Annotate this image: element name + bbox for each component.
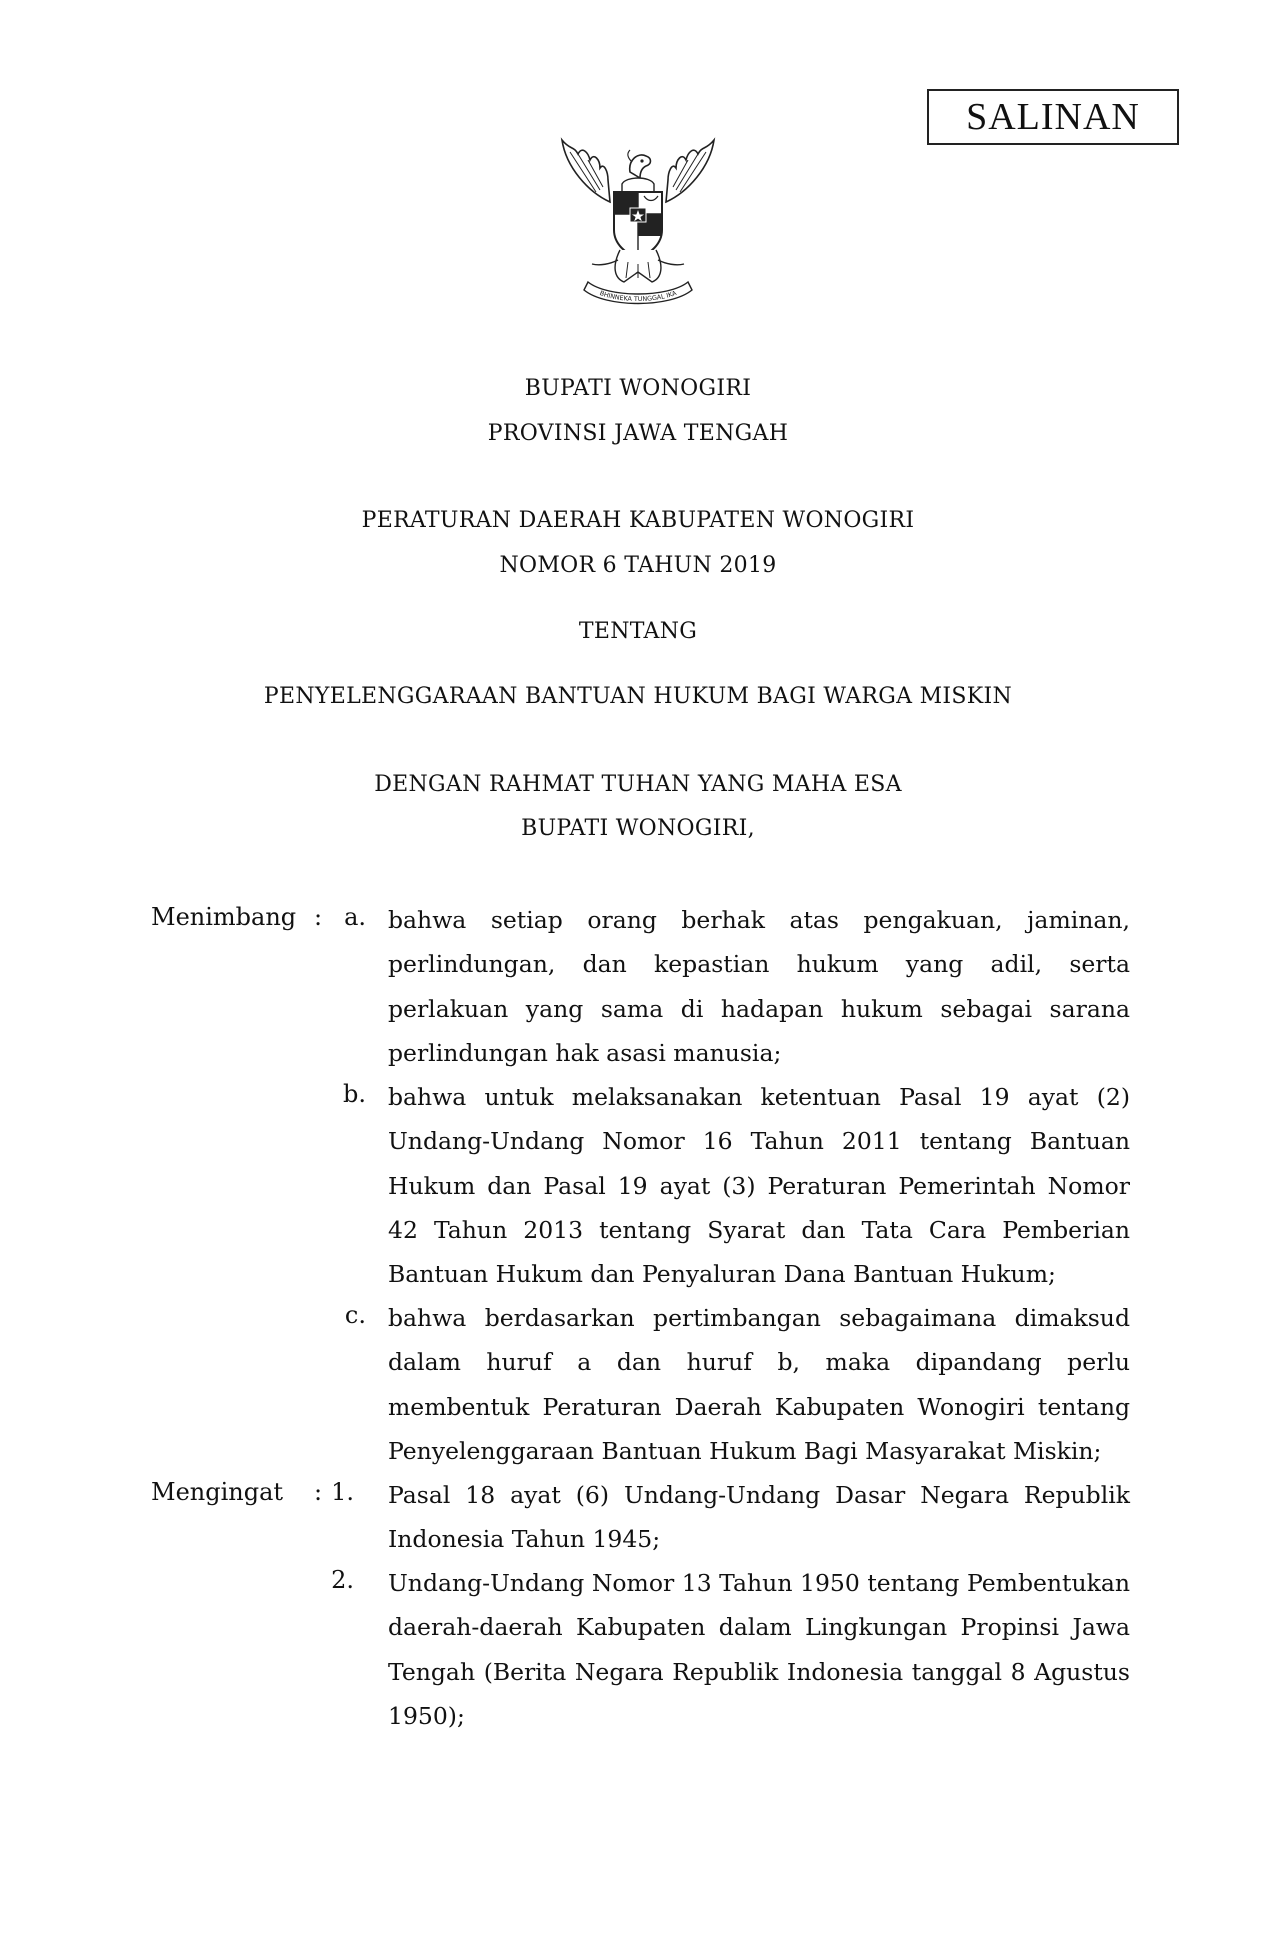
header-regent: BUPATI WONOGIRI,: [521, 816, 755, 841]
garuda-pancasila-emblem: [548, 132, 728, 317]
mengingat-marker-2: 2.: [331, 1566, 354, 1594]
menimbang-marker-c: c.: [344, 1301, 366, 1329]
header-province: PROVINSI JAWA TENGAH: [487, 421, 789, 446]
header-regent-title: BUPATI WONOGIRI: [524, 376, 752, 401]
header-invocation: DENGAN RAHMAT TUHAN YANG MAHA ESA: [374, 772, 902, 797]
menimbang-item-a: bahwa setiap orang berhak atas pengakuan, jaminan, perlindungan, dan kepastian hukum yang adil, serta perlakuan yang sama di hadapan hukum sebagai sarana perlindungan hak asasi manusia;: [388, 906, 1130, 1067]
svg-text:BHINNEKA TUNGGAL IKA: BHINNEKA TUNGGAL IKA: [598, 289, 678, 304]
mengingat-marker-1: 1.: [331, 1478, 354, 1506]
mengingat-label: Mengingat: [151, 1478, 284, 1506]
header-tentang: TENTANG: [578, 619, 698, 644]
salinan-stamp: SALINAN: [927, 89, 1179, 145]
header-regulation-number: NOMOR 6 TAHUN 2019: [499, 553, 777, 578]
header-subject: PENYELENGGARAAN BANTUAN HUKUM BAGI WARGA MISKIN: [263, 684, 1013, 709]
menimbang-marker-a: a.: [344, 903, 366, 931]
menimbang-label: Menimbang: [151, 903, 297, 931]
menimbang-colon: :: [314, 903, 323, 931]
mengingat-colon: :: [314, 1478, 323, 1506]
mengingat-item-2: Undang-Undang Nomor 13 Tahun 1950 tentang Pembentukan daerah-daerah Kabupaten dalam Lingkungan Propinsi Jawa Tengah (Berita Negara Republik Indonesia tanggal 8 Agustus 1950);: [388, 1569, 1130, 1730]
menimbang-item-c: bahwa berdasarkan pertimbangan sebagaimana dimaksud dalam huruf a dan huruf b, maka dipandang perlu membentuk Peraturan Daerah Kabupaten Wonogiri tentang Penyelenggaraan Bantuan Hukum Bagi Masyarakat Miskin;: [388, 1304, 1130, 1465]
menimbang-item-b: bahwa untuk melaksanakan ketentuan Pasal 19 ayat (2) Undang-Undang Nomor 16 Tahun 2011 tentang Bantuan Hukum dan Pasal 19 ayat (3) Peraturan Pemerintah Nomor 42 Tahun 2013 tentang Syarat dan Tata Cara Pemberian Bantuan Hukum dan Penyaluran Dana Bantuan Hukum;: [388, 1083, 1130, 1289]
header-regulation-title: PERATURAN DAERAH KABUPATEN WONOGIRI: [361, 508, 915, 533]
mengingat-item-1: Pasal 18 ayat (6) Undang-Undang Dasar Negara Republik Indonesia Tahun 1945;: [388, 1481, 1130, 1554]
menimbang-marker-b: b.: [343, 1080, 366, 1108]
